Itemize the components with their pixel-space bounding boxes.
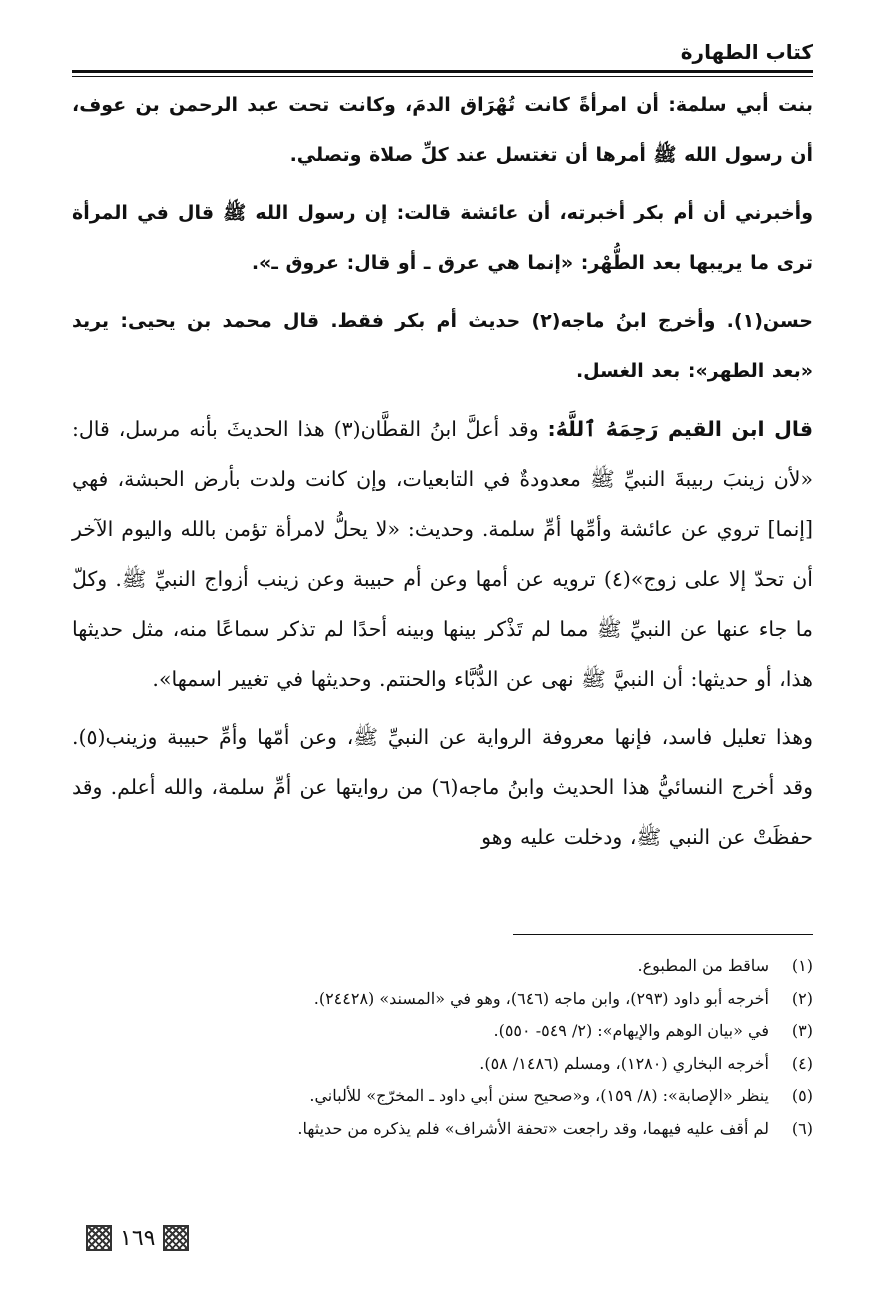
footnote	[72, 1015, 813, 1048]
paragraph	[72, 188, 813, 288]
footnote	[72, 950, 813, 983]
running-header	[72, 38, 813, 78]
footnote-number: (٢)	[791, 988, 813, 1008]
paragraph-text: وهذا تعليل فاسد، فإنها معروفة الرواية عن النبيِّ ﷺ، وعن أمّها وأمِّ حبيبة وزينب(٥). وقد أخرج النسائيُّ هذا الحديث وابنُ ماجه(٦) من روايتها عن أمِّ سلمة، والله أعلم. وقد حفظَتْ عن النبي ﷺ، ودخلت عليه وهو	[72, 725, 813, 849]
paragraph-text: وقد أعلَّ ابنُ القطَّان(٣) هذا الحديثَ بأنه مرسل، قال: «لأن زينبَ ربيبةَ النبيِّ ﷺ معدودةٌ في التابعيات، وإن كانت ولدت بأرض الحبشة، فهي [إنما] تروي عن عائشة وأمِّها أمِّ سلمة. وحديث: «لا يحلُّ لامرأة تؤمن بالله واليوم الآخر أن تحدّ إلا على زوج»(٤) ترويه عن أمها وعن أم حبيبة وعن زينب أزواج النبيِّ ﷺ. وكلّ ما جاء عنها عن النبيِّ ﷺ مما لم تَذْكر بينها وبينه أحدًا لم تذكر سماعًا منه، مثل حديثها هذا، أو حديثها: أن النبيَّ ﷺ نهى عن الدُّبَّاء والحنتم. وحديثها في تغيير اسمها».	[72, 417, 813, 691]
ornament-icon	[86, 1225, 112, 1251]
footnote	[72, 1080, 813, 1113]
paragraph-text: حسن(١). وأخرج ابنُ ماجه(٢) حديث أم بكر فقط. قال محمد بن يحيى: يريد «بعد الطهر»: بعد الغسل.	[72, 310, 813, 382]
paragraph	[72, 712, 813, 862]
footnote-text: أخرجه أبو داود (٢٩٣)، وابن ماجه (٦٤٦)، وهو في «المسند» (٢٤٤٢٨).	[313, 988, 769, 1008]
footnote-number: (٦)	[791, 1118, 813, 1138]
paragraph	[72, 404, 813, 704]
page-number: ١٦٩	[120, 1225, 156, 1251]
paragraph	[72, 80, 813, 180]
paragraph-lead: قال ابن القيم رَحِمَهُ ٱللَّهُ:	[547, 417, 813, 441]
footnote-number: (١)	[791, 956, 813, 975]
page	[72, 38, 813, 1250]
header-rule-thick	[72, 70, 813, 73]
paragraph-text: بنت أبي سلمة: أن امرأةً كانت تُهْرَاق الدمَ، وكانت تحت عبد الرحمن بن عوف، أن رسول الله ﷺ أمرها أن تغتسل عند كلِّ صلاة وتصلي.	[72, 94, 813, 166]
footnote-text: ينظر «الإصابة»: (٨/ ١٥٩)، و«صحيح سنن أبي داود ـ المخرّج» للألباني.	[309, 1086, 769, 1105]
footnote-text: لم أقف عليه فيهما، وقد راجعت «تحفة الأشراف» فلم يذكره من حديثها.	[297, 1118, 769, 1138]
footnote-number: (٤)	[791, 1053, 813, 1073]
footnotes	[72, 950, 813, 1145]
paragraph	[72, 296, 813, 396]
footnote-number: (٣)	[791, 1021, 813, 1040]
main-text	[72, 80, 813, 862]
footnote-separator	[513, 934, 813, 935]
footnote-number: (٥)	[791, 1086, 813, 1105]
page-footer	[86, 1225, 189, 1251]
footnote-text: في «بيان الوهم والإيهام»: (٢/ ٥٤٩- ٥٥٠).	[493, 1021, 769, 1040]
footnote-text: أخرجه البخاري (١٢٨٠)، ومسلم (١٤٨٦/ ٥٨).	[479, 1053, 769, 1073]
ornament-icon	[163, 1225, 189, 1251]
footnote	[72, 983, 813, 1016]
paragraph-text: وأخبرني أن أم بكر أخبرته، أن عائشة قالت: إن رسول الله ﷺ قال في المرأة ترى ما يريبها بعد الطُّهْر: «إنما هي عرق ـ أو قال: عروق ـ».	[72, 202, 813, 274]
footnote	[72, 1048, 813, 1081]
footnote	[72, 1113, 813, 1146]
footnote-text: ساقط من المطبوع.	[637, 956, 769, 975]
header-rule-thin	[72, 76, 813, 77]
chapter-title: كتاب الطهارة	[680, 40, 813, 64]
